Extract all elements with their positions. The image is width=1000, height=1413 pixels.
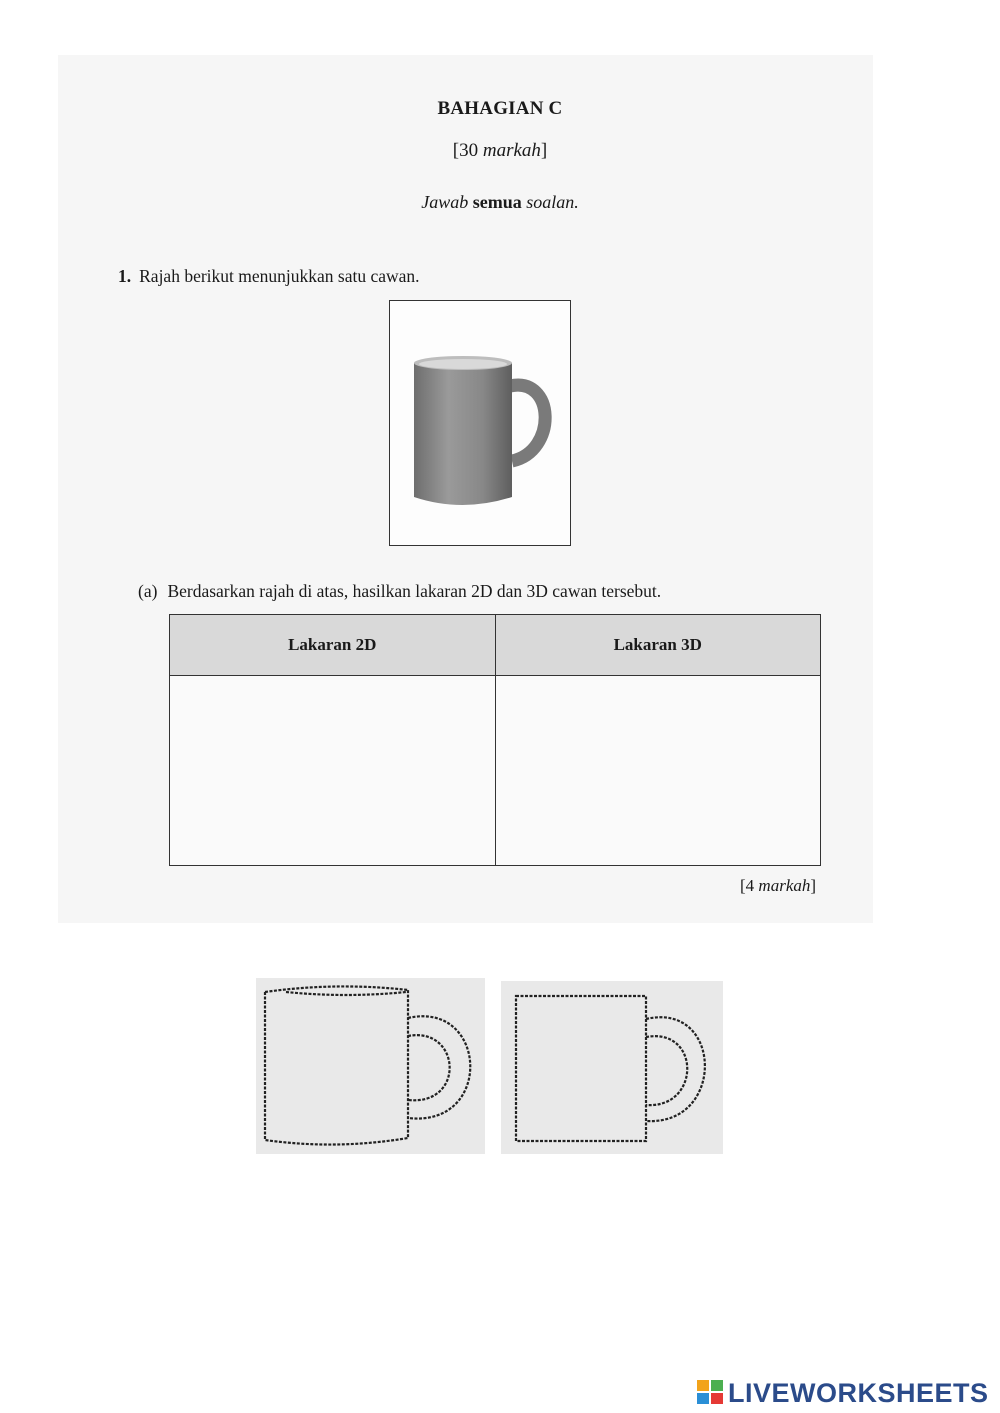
sketch-3d-option[interactable] (256, 978, 485, 1154)
section-marks: [30 markah] (452, 140, 548, 161)
question-text: Rajah berikut menunjukkan satu cawan. (139, 266, 420, 286)
answer-cell-3d[interactable] (495, 676, 821, 866)
liveworksheets-logo: LIVEWORKSHEETS (697, 1378, 989, 1408)
question-1a: (a) Berdasarkan rajah di atas, hasilkan lakaran 2D dan 3D cawan tersebut. (138, 581, 662, 601)
sketch-2d-option[interactable] (501, 981, 723, 1154)
mug-photo (389, 300, 571, 546)
answer-table (169, 614, 821, 866)
mug-2d-sketch-icon (501, 981, 723, 1154)
header-3d-sketch: Lakaran 3D (495, 615, 821, 676)
section-title: BAHAGIAN C (437, 98, 563, 119)
header-2d-sketch: Lakaran 2D (170, 615, 496, 676)
mug-photo-icon (390, 301, 570, 545)
question-marks: [4 markah] (740, 876, 817, 895)
mug-3d-sketch-icon (256, 978, 485, 1154)
answer-cell-2d[interactable] (170, 676, 496, 866)
liveworksheets-icon (697, 1380, 725, 1406)
question-1 (118, 266, 420, 287)
instruction: Jawab semua soalan. (421, 192, 579, 212)
question-number: 1. (118, 266, 132, 286)
